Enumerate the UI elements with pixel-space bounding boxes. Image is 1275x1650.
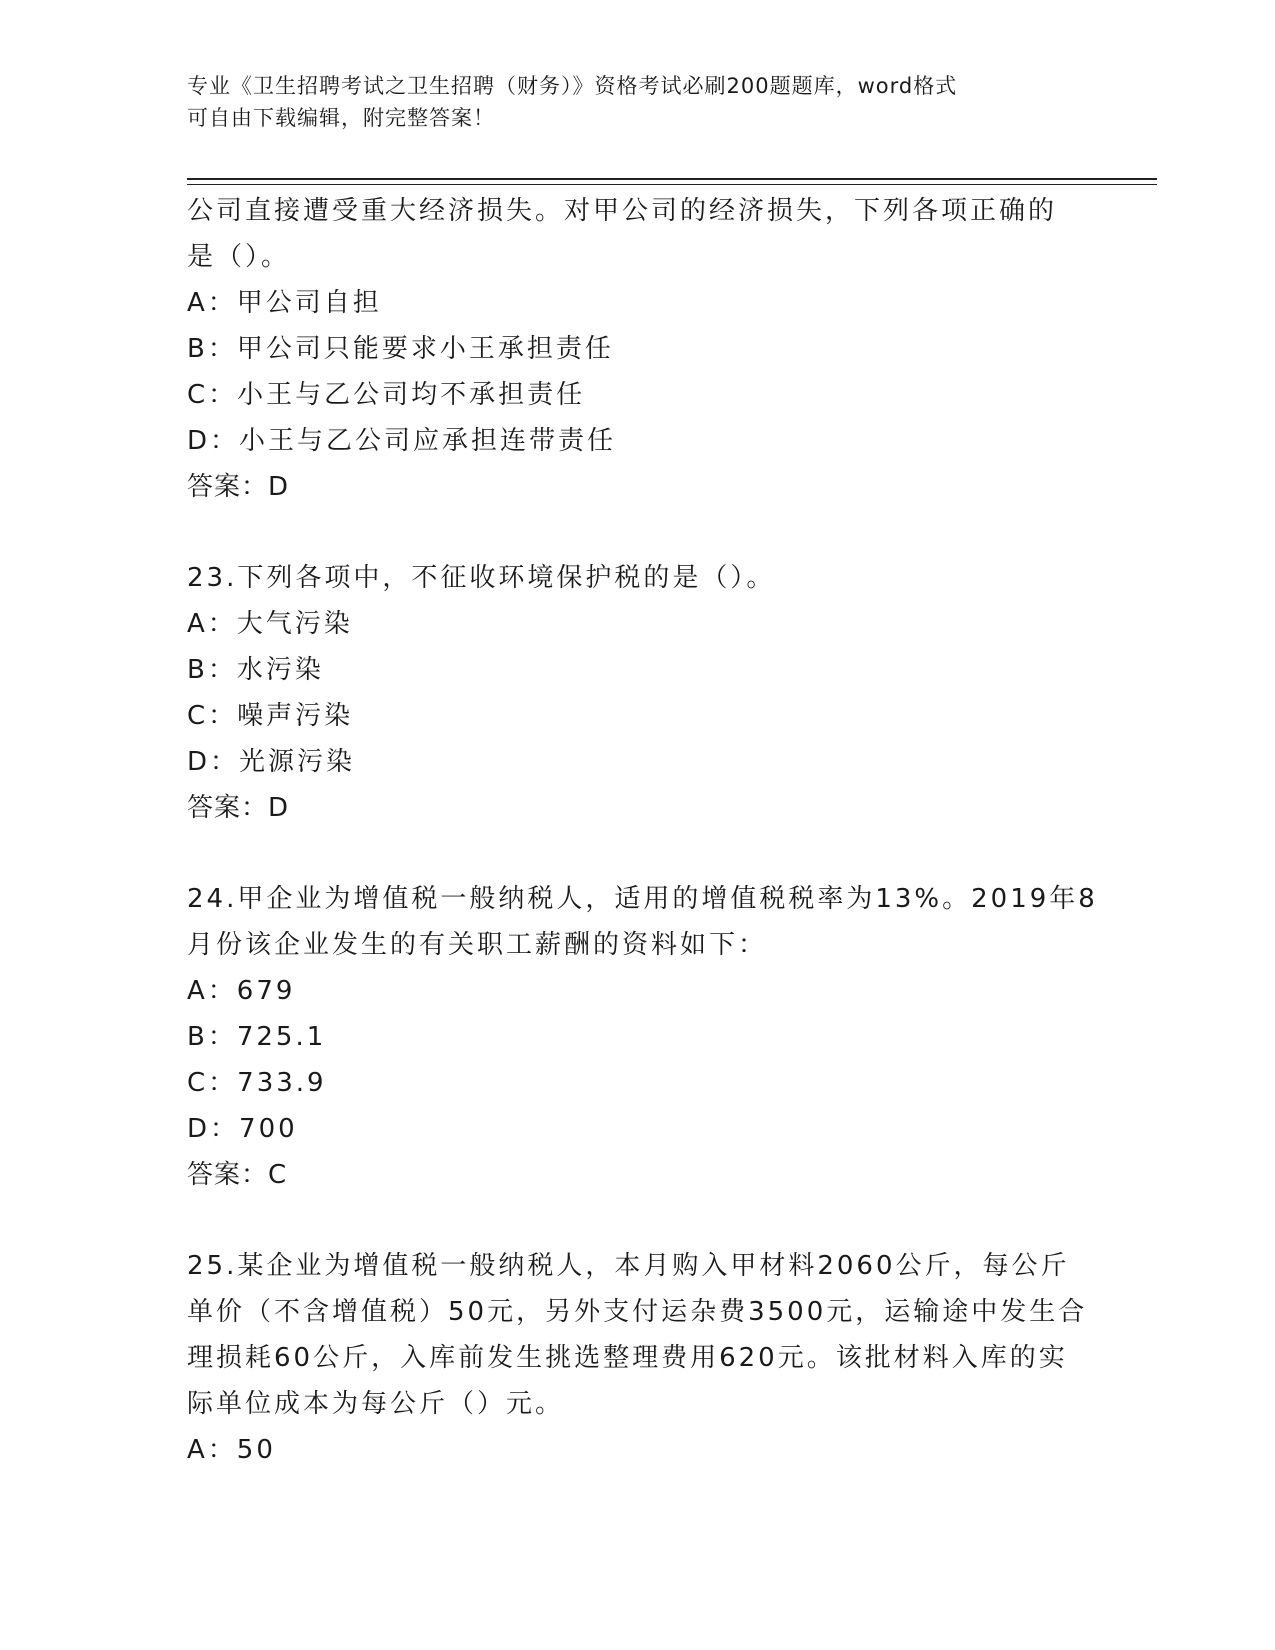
- question-25: [187, 1243, 1087, 1473]
- option-a: A：甲公司自担: [187, 288, 382, 318]
- option-c: C：小王与乙公司均不承担责任: [187, 380, 586, 410]
- document-header: [187, 70, 1067, 134]
- option-b: B：水污染: [187, 655, 324, 685]
- question-list: [187, 188, 1098, 1473]
- option-a: A：50: [187, 1435, 276, 1465]
- question-stem-line: 是（）。: [187, 242, 291, 272]
- option-b: B：甲公司只能要求小王承担责任: [187, 334, 614, 364]
- answer-label: 答案：C: [187, 1160, 288, 1190]
- question-stem-line: 际单位成本为每公斤（）元。: [187, 1389, 565, 1419]
- question-spacer: [187, 831, 1087, 876]
- question-stem-line: 25.某企业为增值税一般纳税人，本月购入甲材料2060公斤，每公斤: [187, 1251, 1070, 1281]
- option-a: A：大气污染: [187, 609, 353, 639]
- option-d: D：小王与乙公司应承担连带责任: [187, 426, 617, 456]
- option-b: B：725.1: [187, 1022, 327, 1052]
- question-23: [187, 555, 1087, 831]
- option-c: C：噪声污染: [187, 701, 354, 731]
- header-rule-thick: [187, 178, 1157, 180]
- question-spacer: [187, 510, 1087, 555]
- header-line-2: 可自由下载编辑，附完整答案！: [187, 106, 495, 130]
- question-22: [187, 188, 1087, 510]
- question-stem-line: 24.甲企业为增值税一般纳税人，适用的增值税税率为13%。2019年8: [187, 884, 1098, 914]
- option-d: D：光源污染: [187, 747, 356, 777]
- question-stem-line: 理损耗60公斤，入库前发生挑选整理费用620元。该批材料入库的实: [187, 1343, 1068, 1373]
- option-a: A：679: [187, 976, 296, 1006]
- option-d: D：700: [187, 1114, 298, 1144]
- question-stem-line: 单价（不含增值税）50元，另外支付运杂费3500元，运输途中发生合: [187, 1297, 1088, 1327]
- question-stem-line: 月份该企业发生的有关职工薪酬的资料如下：: [187, 930, 768, 960]
- question-24: [187, 876, 1098, 1198]
- question-stem-line: 23.下列各项中，不征收环境保护税的是（）。: [187, 563, 776, 593]
- header-rule-thin: [187, 184, 1157, 185]
- answer-label: 答案：D: [187, 472, 290, 502]
- answer-label: 答案：D: [187, 793, 290, 823]
- question-spacer: [187, 1198, 1087, 1243]
- header-line-1: 专业《卫生招聘考试之卫生招聘（财务）》资格考试必刷200题题库，word格式: [187, 74, 958, 98]
- option-c: C：733.9: [187, 1068, 327, 1098]
- question-stem-line: 公司直接遭受重大经济损失。对甲公司的经济损失，下列各项正确的: [187, 196, 1058, 226]
